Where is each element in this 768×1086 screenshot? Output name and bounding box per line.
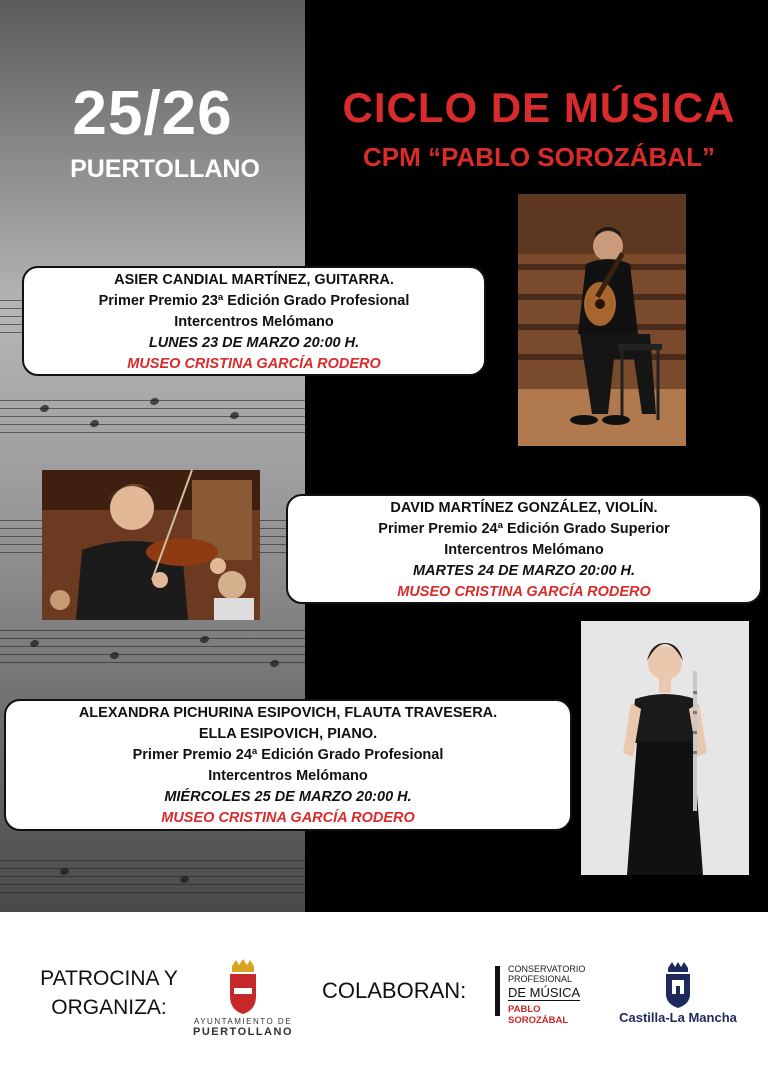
violinist-photo (42, 470, 260, 620)
music-staff (0, 630, 305, 664)
concert-card-1 (22, 266, 486, 376)
season-label: 25/26 (72, 79, 233, 148)
concert-venue: MUSEO CRISTINA GARCÍA RODERO (127, 356, 381, 372)
performer-name-2: ELLA ESIPOVICH, PIANO. (198, 726, 378, 742)
competition-text: Intercentros Melómano (174, 314, 334, 330)
conservatorio-line-2: PROFESIONAL (508, 974, 573, 984)
conservatorio-label (508, 964, 585, 984)
award-text: Primer Premio 24ª Edición Grado Profesional (132, 747, 444, 763)
music-note-icon (269, 659, 280, 669)
collaborators-label: COLABORAN: (322, 978, 467, 1003)
page-title: CICLO DE MÚSICA (342, 84, 736, 131)
conservatorio-logo (490, 962, 600, 1026)
performer-name: DAVID MARTÍNEZ GONZÁLEZ, VIOLÍN. (390, 500, 658, 516)
city-label: PUERTOLLANO (70, 155, 260, 183)
flutist-photo (581, 621, 749, 875)
ayuntamiento-label-1: AYUNTAMIENTO DE (193, 1017, 293, 1026)
concert-datetime: MIÉRCOLES 25 DE MARZO 20:00 H. (164, 789, 412, 805)
competition-text: Intercentros Melómano (444, 542, 604, 558)
competition-text: Intercentros Melómano (208, 768, 368, 784)
region-label: Castilla-La Mancha (619, 1010, 737, 1025)
conservatorio-line-4: PABLO SOROZÁBAL (508, 1004, 569, 1026)
sponsor-label (34, 964, 184, 1022)
sponsor-label-line2: ORGANIZA: (51, 996, 167, 1019)
ayuntamiento-label-2: PUERTOLLANO (192, 1026, 294, 1038)
performer-name: ALEXANDRA PICHURINA ESIPOVICH, FLAUTA TRAVESERA. (78, 705, 498, 721)
concert-datetime: LUNES 23 DE MARZO 20:00 H. (148, 335, 360, 351)
award-text: Primer Premio 23ª Edición Grado Profesional (98, 293, 410, 309)
concert-venue: MUSEO CRISTINA GARCÍA RODERO (161, 810, 415, 826)
concert-venue: MUSEO CRISTINA GARCÍA RODERO (397, 584, 651, 600)
award-text: Primer Premio 24ª Edición Grado Superior (378, 521, 670, 537)
concert-datetime: MARTES 24 DE MARZO 20:00 H. (412, 563, 636, 579)
logo-bar-icon (495, 966, 500, 1016)
concert-card-2 (286, 494, 762, 604)
performer-name: ASIER CANDIAL MARTÍNEZ, GUITARRA. (114, 272, 394, 288)
concert-card-3 (4, 699, 572, 831)
conservatorio-line-3: DE MÚSICA (508, 985, 581, 1000)
castilla-la-mancha-logo (616, 958, 740, 1028)
coat-of-arms-icon (188, 958, 298, 1018)
sponsor-label-line1: PATROCINA Y (40, 967, 178, 990)
music-staff (0, 860, 305, 894)
guitarist-photo (518, 194, 686, 446)
castle-crest-icon (616, 958, 740, 1008)
conservatorio-line-1: CONSERVATORIO (508, 964, 586, 974)
page-subtitle: CPM “PABLO SOROZÁBAL” (363, 142, 715, 172)
